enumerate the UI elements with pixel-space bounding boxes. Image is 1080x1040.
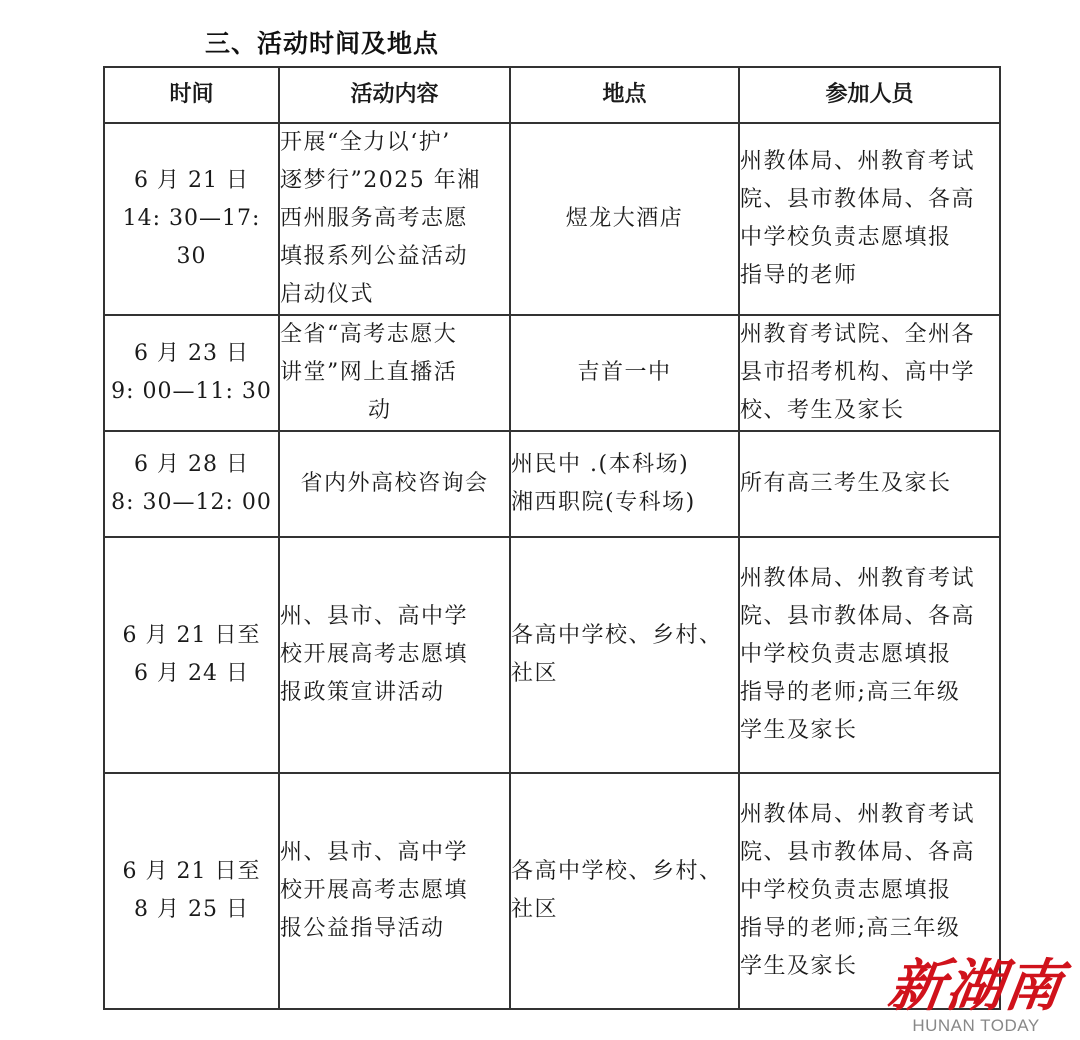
cell-line: 州民中 .(本科场) [511, 452, 690, 477]
header-time: 时间 [104, 67, 279, 123]
cell-line: 全省“高考志愿大 [280, 322, 458, 347]
cell-line: 中学校负责志愿填报 [740, 642, 952, 667]
cell-time [104, 537, 279, 773]
cell-line: 6 月 21 日至 [122, 623, 261, 648]
header-place: 地点 [510, 67, 739, 123]
cell-line: 校开展高考志愿填 [280, 878, 469, 903]
table-row [104, 315, 1000, 431]
cell-line: 6 月 23 日 [134, 341, 249, 366]
cell-content [279, 537, 510, 773]
cell-line: 指导的老师;高三年级 [740, 916, 961, 941]
cell-time [104, 123, 279, 315]
cell-line: 各高中学校、乡村、 [511, 859, 723, 884]
section-title: 三、活动时间及地点 [205, 29, 440, 58]
cell-people [739, 315, 1000, 431]
cell-content [279, 431, 510, 537]
cell-line: 州教体局、州教育考试 [740, 802, 976, 827]
cell-people [739, 431, 1000, 537]
cell-line: 校开展高考志愿填 [280, 642, 469, 667]
cell-line: 逐梦行”2025 年湘 [280, 168, 481, 193]
cell-line: 院、县市教体局、各高 [740, 840, 976, 865]
cell-people [739, 123, 1000, 315]
cell-line: 6 月 21 日至 [122, 859, 261, 884]
cell-line: 所有高三考生及家长 [740, 471, 952, 496]
cell-line: 9: 00—11: 30 [111, 379, 272, 404]
cell-line: 西州服务高考志愿 [280, 206, 469, 231]
table-row [104, 431, 1000, 537]
cell-line: 州、县市、高中学 [280, 604, 469, 629]
cell-line: 8: 30—12: 00 [111, 490, 272, 515]
cell-line: 6 月 21 日 [134, 168, 249, 193]
cell-place [510, 123, 739, 315]
cell-line: 学生及家长 [740, 954, 858, 979]
cell-line: 报政策宣讲活动 [280, 680, 445, 705]
cell-line: 校、考生及家长 [740, 398, 905, 423]
cell-line: 指导的老师 [740, 263, 858, 288]
cell-line: 院、县市教体局、各高 [740, 604, 976, 629]
cell-line: 州教体局、州教育考试 [740, 566, 976, 591]
cell-line: 州教育考试院、全州各 [740, 322, 976, 347]
cell-content [279, 773, 510, 1009]
table-header-row [104, 67, 1000, 123]
cell-content [279, 315, 510, 431]
cell-line: 6 月 24 日 [134, 661, 249, 686]
cell-line: 报公益指导活动 [280, 916, 445, 941]
cell-line: 县市招考机构、高中学 [740, 360, 976, 385]
cell-line: 填报系列公益活动 [280, 244, 469, 269]
cell-line: 中学校负责志愿填报 [740, 878, 952, 903]
table-row [104, 123, 1000, 315]
cell-line: 动 [368, 398, 392, 423]
cell-line: 中学校负责志愿填报 [740, 225, 952, 250]
cell-time [104, 431, 279, 537]
cell-place [510, 773, 739, 1009]
cell-line: 学生及家长 [740, 718, 858, 743]
cell-content [279, 123, 510, 315]
cell-line: 州、县市、高中学 [280, 840, 469, 865]
table-row [104, 773, 1000, 1009]
cell-line: 州教体局、州教育考试 [740, 149, 976, 174]
header-content: 活动内容 [279, 67, 510, 123]
cell-line: 6 月 28 日 [134, 452, 249, 477]
cell-line: 院、县市教体局、各高 [740, 187, 976, 212]
cell-line: 启动仪式 [280, 282, 375, 307]
cell-line: 社区 [511, 897, 559, 922]
schedule-table [103, 66, 1001, 1010]
hunan-today-watermark [886, 954, 1066, 1036]
cell-line: 社区 [511, 661, 559, 686]
cell-line: 省内外高校咨询会 [300, 471, 489, 496]
cell-place [510, 537, 739, 773]
cell-line: 14: 30—17: 30 [122, 206, 261, 269]
table-row [104, 537, 1000, 773]
cell-place [510, 431, 739, 537]
cell-time [104, 773, 279, 1009]
watermark-logo: 新湖南 [884, 953, 1068, 1019]
cell-line: 指导的老师;高三年级 [740, 680, 961, 705]
header-people: 参加人员 [739, 67, 1000, 123]
cell-line: 8 月 25 日 [134, 897, 249, 922]
cell-line: 煜龙大酒店 [565, 206, 684, 231]
cell-line: 开展“全力以‘护’ [280, 130, 451, 155]
cell-place [510, 315, 739, 431]
cell-time [104, 315, 279, 431]
cell-line: 各高中学校、乡村、 [511, 623, 723, 648]
cell-line: 湘西职院(专科场) [511, 490, 696, 515]
watermark-subtitle: HUNAN TODAY [912, 1016, 1040, 1035]
cell-line: 吉首一中 [577, 360, 672, 385]
cell-people [739, 537, 1000, 773]
cell-line: 讲堂”网上直播活 [280, 360, 458, 385]
